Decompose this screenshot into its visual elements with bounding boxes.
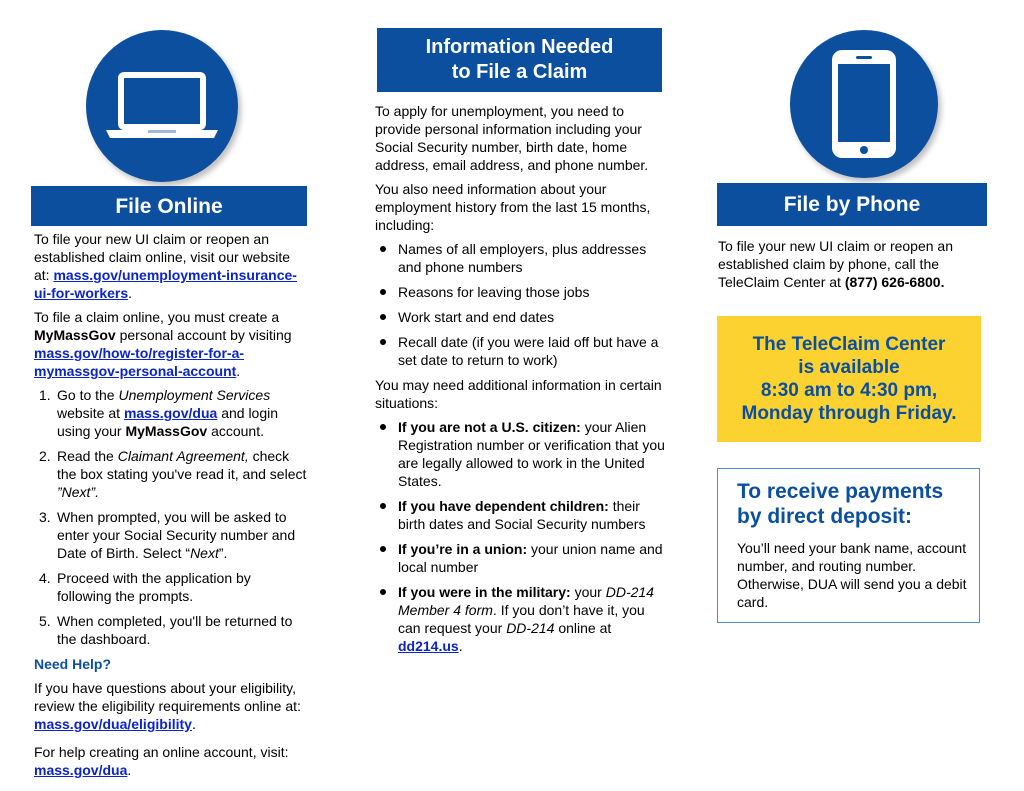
need-help-heading: Need Help?	[34, 656, 112, 672]
eligibility-link[interactable]: mass.gov/dua/eligibility	[34, 716, 192, 732]
list-item: If you are not a U.S. citizen: your Alien Registration number or verification that you are legally allowed to work in the United States.	[375, 418, 665, 490]
employment-paragraph: You also need information about your employment history from the last 15 months, including:	[375, 181, 651, 233]
account-paragraph: To file a claim online, you must create a MyMassGov personal account by visiting mass.gov/how-to/register-for-a-mymassgov-personal-account.	[34, 309, 292, 379]
help-account: For help creating an online account, visit: mass.gov/dua.	[34, 744, 289, 778]
list-item: Recall date (if you were laid off but have a set date to return to work)	[375, 333, 665, 369]
list-item: Reasons for leaving those jobs	[375, 283, 665, 301]
file-online-banner: File Online	[31, 186, 307, 226]
info-needed-section	[375, 102, 665, 662]
additional-info-paragraph: You may need additional information in certain situations:	[375, 377, 662, 411]
hours-box: The TeleClaim Center is available 8:30 am to 4:30 pm, Monday through Friday.	[717, 316, 981, 442]
employment-list	[375, 240, 665, 369]
direct-deposit-box	[717, 468, 980, 623]
list-item: If you’re in a union: your union name and local number	[375, 540, 665, 576]
list-item: Work start and end dates	[375, 308, 665, 326]
situations-list	[375, 418, 665, 655]
phone-number[interactable]: (877) 626-6800.	[844, 274, 945, 290]
dua-link[interactable]: mass.gov/dua	[123, 405, 218, 421]
smartphone-icon-circle	[790, 30, 938, 178]
step-item: 2. Read the Claimant Agreement, check the box stating you've read it, and select ”Next”.	[39, 448, 307, 500]
step-item: 4. Proceed with the application by following the prompts.	[39, 570, 251, 604]
dd214-link[interactable]: dd214.us	[398, 638, 459, 654]
help-eligibility: If you have questions about your eligibility, review the eligibility requirements online at: mass.gov/dua/eligibility.	[34, 680, 301, 732]
list-item: If you have dependent children: their birth dates and Social Security numbers	[375, 497, 665, 533]
step-item: 3. When prompted, you will be asked to enter your Social Security number and Date of Birth. Select “Next”.	[39, 509, 296, 561]
step-item: 1. Go to the Unemployment Services website at mass.gov/dua and login using your MyMassGov account.	[39, 387, 279, 439]
direct-deposit-title: To receive payments by direct deposit:	[737, 480, 944, 528]
list-item: If you were in the military: your DD-214 Member 4 form. If you don’t have it, you can request your DD-214 online at dd214.us.	[375, 583, 665, 655]
register-account-link[interactable]: mass.gov/how-to/register-for-a-mymassgov-personal-account	[34, 345, 245, 379]
online-intro: To file your new UI claim or reopen an established claim online, visit our website at: mass.gov/unemployment-insurance-ui-for-workers.	[34, 231, 297, 301]
direct-deposit-text: You’ll need your bank name, account number, and routing number. Otherwise, DUA will send you a debit card.	[737, 540, 967, 610]
phone-paragraph: To file your new UI claim or reopen an established claim by phone, call the TeleClaim Center at (877) 626-6800.	[718, 238, 953, 290]
steps-list	[34, 386, 309, 648]
ui-workers-link[interactable]: mass.gov/unemployment-insurance-ui-for-workers	[34, 267, 297, 301]
dua-help-link[interactable]: mass.gov/dua	[34, 762, 128, 778]
laptop-icon-circle	[86, 30, 238, 182]
file-online-section	[34, 230, 309, 785]
list-item: Names of all employers, plus addresses and phone numbers	[375, 240, 665, 276]
step-item: 5. When completed, you'll be returned to the dashboard.	[39, 613, 293, 647]
file-by-phone-banner: File by Phone	[717, 183, 987, 226]
personal-info-paragraph: To apply for unemployment, you need to provide personal information including your Social Security number, birth date, home address, email address, and phone number.	[375, 103, 649, 173]
laptop-icon	[86, 30, 238, 182]
smartphone-icon	[790, 30, 938, 178]
info-needed-banner: Information Needed to File a Claim	[377, 28, 662, 92]
